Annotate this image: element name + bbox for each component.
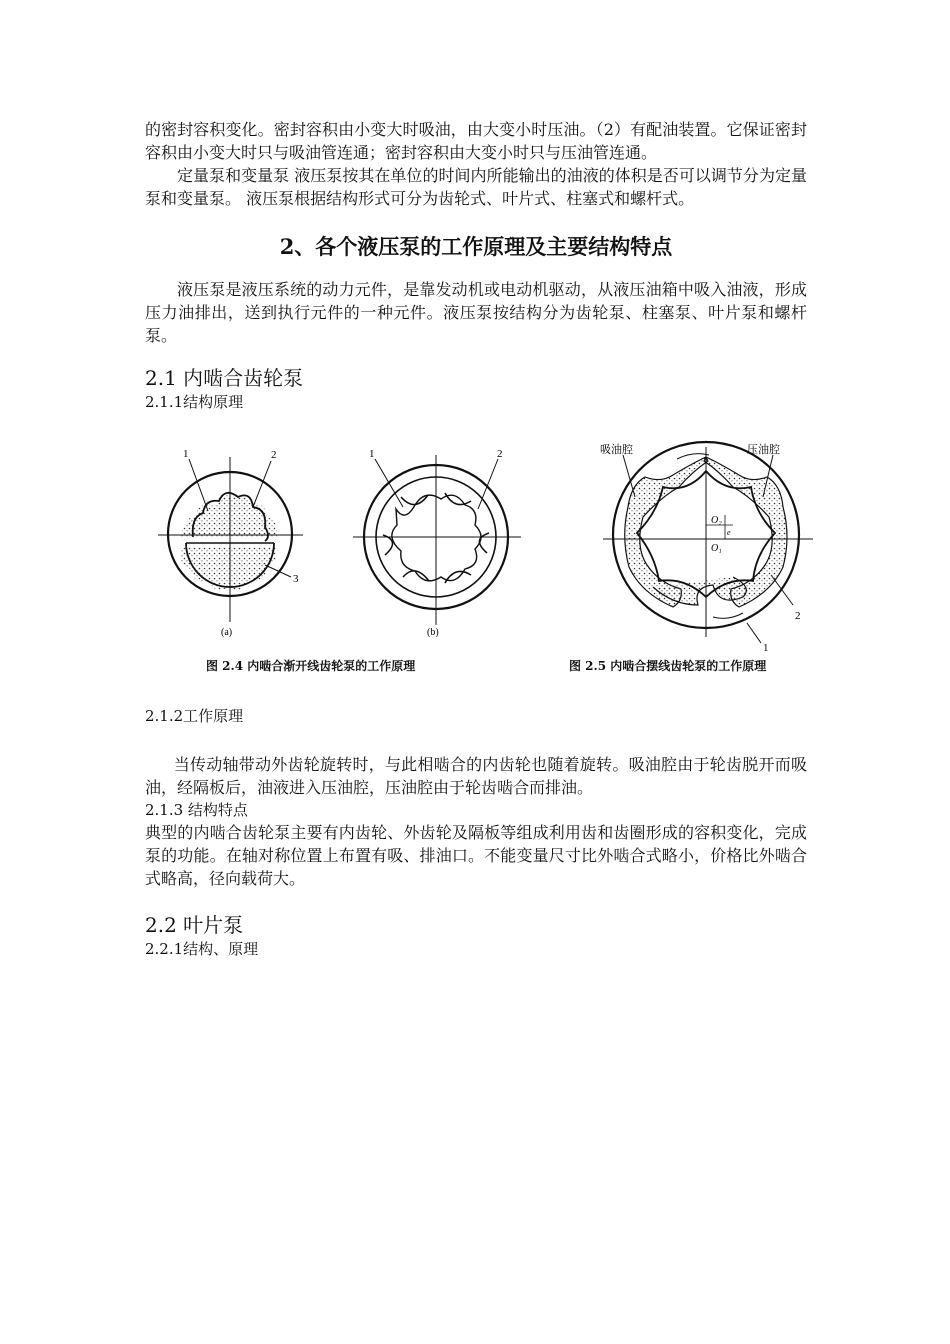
figure-a: [158, 457, 303, 622]
label-pressure-chamber: 压油腔: [747, 444, 780, 456]
label-a-3: 3: [293, 573, 299, 585]
paragraph-pump-types: 定量泵和变量泵 液压泵按其在单位的时间内所能输出的油液的体积是否可以调节分为定量泵和变量泵。 液压泵根据结构形式可分为齿轮式、叶片式、柱塞式和螺杆式。: [145, 166, 807, 208]
paragraph-structure-features: 典型的内啮合齿轮泵主要有内齿轮、外齿轮及隔板等组成利用齿和齿圈形成的容积变化，完成泵的功能。在轴对称位置上布置有吸、排油口。不能变量尺寸比外啮合式略小，价格比外啮合式略高，径向载荷大。: [145, 823, 807, 888]
figure-cycloid: [603, 442, 813, 643]
heading-2-2: 2.2 叶片泵: [145, 913, 244, 937]
label-o1: O₁: [711, 543, 722, 554]
gear-pump-figure: [153, 437, 833, 695]
document-page: [145, 118, 807, 960]
label-e: e: [727, 528, 731, 537]
paragraph-oil-distribution: 的密封容积变化。密封容积由小变大时吸油，由大变小时压油。（2）有配油装置。它保证密封容积由小变大时只与吸油管连通；密封容积由大变小时只与压油管连通。: [145, 120, 807, 162]
heading-2-1-2: 2.1.2工作原理: [145, 707, 244, 725]
caption-figure-2-5: 图 2.5 内啮合摆线齿轮泵的工作原理: [569, 659, 767, 673]
figure-b: [353, 455, 521, 625]
label-a-2: 2: [271, 449, 277, 461]
label-b-1: 1: [369, 448, 375, 460]
heading-2-1: 2.1 内啮合齿轮泵: [145, 366, 304, 390]
caption-figure-2-4: 图 2.4 内啮合渐开线齿轮泵的工作原理: [206, 659, 416, 673]
label-c-2: 2: [795, 610, 801, 622]
section-heading-2: 2、各个液压泵的工作原理及主要结构特点: [279, 234, 673, 259]
label-suction-chamber: 吸油腔: [600, 444, 633, 456]
label-o2: O₂: [711, 515, 722, 526]
label-b: (b): [427, 627, 439, 638]
paragraph-working-principle: 当传动轴带动外齿轮旋转时，与此相啮合的内齿轮也随着旋转。吸油腔由于轮齿脱开而吸油，经隔板后，油液进入压油腔，压油腔由于轮齿啮合而排油。: [145, 755, 807, 797]
heading-2-1-1: 2.1.1结构原理: [145, 393, 244, 411]
label-a-1: 1: [183, 448, 189, 460]
heading-2-2-1: 2.2.1结构、原理: [145, 940, 259, 958]
label-b-2: 2: [497, 448, 503, 460]
label-a: (a): [221, 627, 233, 638]
label-c-1: 1: [763, 642, 769, 654]
paragraph-pump-intro: 液压泵是液压系统的动力元件，是靠发动机或电动机驱动，从液压油箱中吸入油液，形成压力油排出，送到执行元件的一种元件。液压泵按结构分为齿轮泵、柱塞泵、叶片泵和螺杆泵。: [145, 280, 807, 345]
heading-2-1-3: 2.1.3 结构特点: [145, 801, 248, 819]
